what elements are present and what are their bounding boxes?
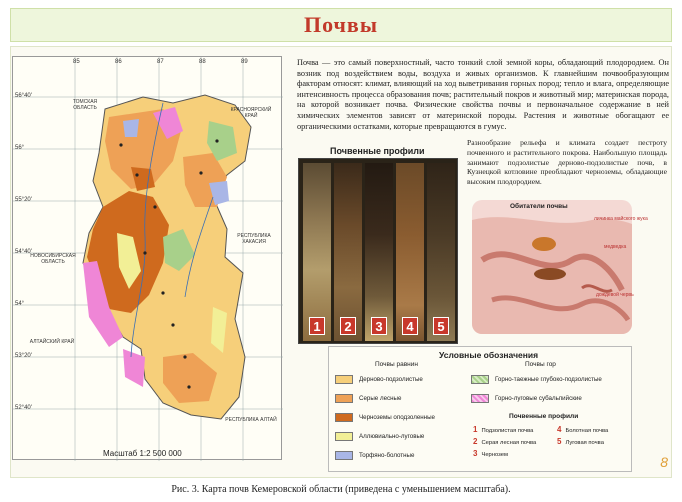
longitude-label: 89: [241, 59, 248, 65]
longitude-label: 87: [157, 59, 164, 65]
profiles-title: Почвенные профили: [330, 146, 425, 156]
legend-profile-item: 4 Болотная почва: [557, 425, 609, 434]
figure-caption: Рис. 3. Карта почв Кемеровской области (приведена с уменьшением масштаба).: [171, 484, 511, 495]
longitude-label: 86: [115, 59, 122, 65]
dweller-label: дождевой червь: [596, 292, 634, 298]
legend-label: Черноземы оподзоленные: [359, 414, 435, 421]
profile-number: 2: [340, 317, 356, 335]
map-legend: [328, 346, 632, 472]
legend-profile-item: 2 Серая лесная почва: [473, 437, 537, 446]
profile-number: 5: [433, 317, 449, 335]
legend-title: Условные обозначения: [439, 350, 539, 360]
latitude-label: 55°20': [15, 197, 32, 203]
profile-number: 1: [309, 317, 325, 335]
page-title: Почвы: [303, 12, 378, 37]
legend-item: [335, 451, 414, 460]
profile-chernozem: [365, 163, 393, 341]
legend-swatch: [335, 394, 353, 403]
profile-grey-forest: [334, 163, 362, 341]
legend-label: Дерново-подзолистые: [359, 376, 423, 383]
legend-plains-title: Почвы равнин: [375, 361, 418, 368]
profile-number: 3: [371, 317, 387, 335]
dwellers-title: Обитатели почвы: [510, 203, 568, 210]
legend-item: [335, 413, 435, 422]
legend-item: [335, 375, 423, 384]
legend-item: [471, 375, 602, 384]
legend-profile-item: 5 Луговая почва: [557, 437, 604, 446]
dweller-label: медведка: [604, 244, 627, 250]
dweller-label: личинка майского жука: [594, 216, 648, 222]
latitude-label: 53°20': [15, 353, 32, 359]
legend-swatch: [335, 375, 353, 384]
legend-profile-item: 3 Чернозем: [473, 449, 508, 458]
legend-label: Аллювиально-луговые: [359, 433, 425, 440]
soil-profiles-panel: [298, 158, 458, 344]
legend-label: Торфяно-болотные: [359, 452, 415, 459]
legend-profiles: [469, 413, 629, 469]
legend-mountains-title: Почвы гор: [525, 361, 556, 368]
profile-meadow: [427, 163, 455, 341]
legend-profiles-title: Почвенные профили: [509, 413, 579, 420]
legend-label: Горно-луговые субальпийские: [495, 395, 582, 402]
latitude-label: 54°40': [15, 249, 32, 255]
longitude-label: 85: [73, 59, 80, 65]
legend-label: Горно-таежные глубоко-подзолистые: [495, 376, 602, 383]
region-label-altai-republic: РЕСПУБЛИКА АЛТАЙ: [225, 417, 277, 423]
page-header: [10, 8, 672, 42]
legend-item: [471, 394, 582, 403]
legend-swatch: [335, 451, 353, 460]
legend-item: [335, 432, 424, 441]
profile-bog: [396, 163, 424, 341]
region-label-altai-krai: АЛТАЙСКИЙ КРАЙ: [29, 339, 75, 345]
region-label-tomsk: ТОМСКАЯ ОБЛАСТЬ: [72, 99, 98, 111]
latitude-label: 56°: [15, 145, 25, 151]
legend-label: Серые лесные: [359, 395, 402, 402]
region-label-novosibirsk: НОВОСИБИРСКАЯ ОБЛАСТЬ: [30, 253, 76, 265]
relief-paragraph: Разнообразие рельефа и климата создает пестроту почвенного и растительного покрова. Наибольшую площадь занимают подзолистые дерново-подзолистые почв, в Кузнецкой котловине преобладают черноземы, обладающие высоким плодородием.: [467, 138, 667, 187]
map-scale: Масштаб 1:2 500 000: [103, 449, 182, 458]
region-label-krasnoyarsk: КРАСНОЯРСКИЙ КРАЙ: [230, 107, 272, 119]
latitude-label: 54°: [15, 301, 25, 307]
profile-podzolic: [303, 163, 331, 341]
profile-number: 4: [402, 317, 418, 335]
latitude-label: 52°40': [15, 405, 32, 411]
soil-map: [12, 56, 282, 460]
region-label-khakassia: РЕСПУБЛИКА ХАКАСИЯ: [237, 233, 271, 245]
legend-swatch: [471, 375, 489, 384]
intro-paragraph: Почва — это самый поверхностный, часто тонкий слой земной коры, обладающий плодородием. Он возник под воздействием воды, воздуха и живых организмов. К главнейшим почвообразующим факторам относят: климат, влияющий на ход выветривания горных пород; тепло и влага, определяющие интенсивность процесса образования почв; растительный покров и животный мир; материнская порода, на которой возникает почва. Физические свойства почвы и первоначальное содержание в ней химических элементов зависят от материнской породы. Растения и животные обогащают ее органическими остатками, которые превращаются в гумус.: [297, 58, 669, 131]
legend-swatch: [471, 394, 489, 403]
legend-profile-item: 1 Подзолистая почва: [473, 425, 534, 434]
longitude-label: 88: [199, 59, 206, 65]
legend-swatch: [335, 413, 353, 422]
latitude-label: 56°40': [15, 93, 32, 99]
page-number: 8: [660, 454, 668, 470]
legend-swatch: [335, 432, 353, 441]
legend-item: [335, 394, 401, 403]
